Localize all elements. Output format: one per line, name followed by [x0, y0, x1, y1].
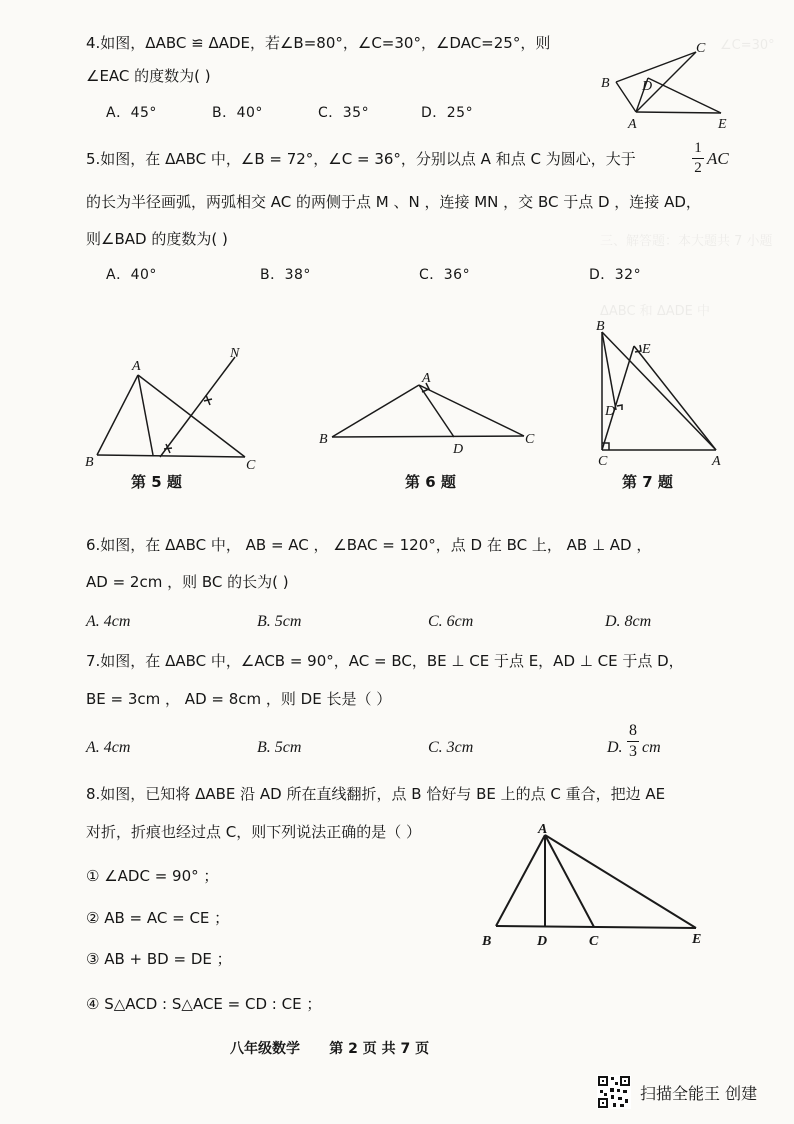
q6-option-a: A. 4cm [86, 613, 131, 630]
figure-5-caption: 第 5 题 [131, 473, 182, 491]
q8-stem-line2: 对折，折痕也经过点 C，则下列说法正确的是（ ） [86, 823, 422, 841]
q7-option-d-fraction [627, 723, 639, 760]
q4-label-c: C [696, 41, 706, 56]
page-footer: 八年级数学 第 2 页 共 7 页 [230, 1041, 430, 1057]
fig7-label-c: C [598, 454, 608, 469]
q8-item-1: ① ∠ADC = 90° ； [86, 867, 219, 885]
fig6-label-c: C [525, 432, 535, 447]
q8-label-a: A [538, 822, 548, 837]
q8-figure [478, 815, 718, 955]
q5-fraction [692, 141, 704, 176]
figure-7 [592, 318, 732, 468]
q5-stem-ac: AC [707, 149, 729, 168]
q4-label-d: D [642, 79, 653, 94]
q7-option-d-num: 8 [629, 722, 637, 739]
fig6-label-b: B [319, 432, 328, 447]
q4-label-a: A [628, 117, 637, 132]
q4-option-d: D．25° [421, 105, 474, 121]
q5-option-d: D．32° [589, 267, 642, 283]
q5-option-b: B．38° [260, 267, 311, 283]
scanner-credit: 扫描全能王 创建 [640, 1084, 758, 1103]
figure-6-caption: 第 6 题 [405, 473, 456, 491]
q8-label-b: B [482, 934, 492, 949]
q7-option-d-den: 3 [629, 743, 637, 760]
fig5-label-a: A [132, 359, 141, 374]
q4-stem-line1: 4.如图，ΔABC ≌ ΔADE，若∠B=80°，∠C=30°，∠DAC=25°，则 [86, 34, 551, 52]
q7-option-b: B. 5cm [257, 739, 302, 756]
figure-7-caption: 第 7 题 [622, 473, 673, 491]
q5-stem-line3: 则∠BAD 的度数为( ) [86, 230, 228, 248]
fig7-label-e: E [642, 342, 651, 357]
fig7-label-d: D [605, 404, 616, 419]
figure-6 [314, 365, 544, 455]
fig5-label-b: B [85, 455, 94, 470]
fig7-label-a: A [712, 454, 721, 469]
fig5-label-c: C [246, 458, 256, 473]
q7-stem-line2: BE = 3cm ， AD = 8cm ，则 DE 长是（ ） [86, 690, 392, 708]
q5-option-a: A．40° [106, 267, 157, 283]
qr-code-icon [597, 1075, 631, 1109]
q5-stem-line1: 5.如图，在 ΔABC 中，∠B = 72°，∠C = 36°，分别以点 A 和点 C 为圆心，大于 [86, 150, 636, 168]
q4-label-e: E [718, 117, 727, 132]
q4-label-b: B [601, 76, 610, 91]
fig6-label-a: A [422, 371, 431, 386]
q8-label-e: E [692, 932, 702, 947]
q5-stem-line2: 的长为半径画弧，两弧相交 AC 的两侧于点 M 、N ，连接 MN ，交 BC 于点 D ，连接 AD， [86, 193, 701, 211]
q5-fraction-num: 1 [694, 140, 702, 156]
q4-option-a: A．45° [106, 105, 157, 121]
q8-item-3: ③ AB + BD = DE ； [86, 950, 232, 968]
q7-option-d-prefix: D. [607, 739, 623, 756]
q8-item-4: ④ S△ACD : S△ACE = CD : CE ； [86, 995, 322, 1013]
q6-option-b: B. 5cm [257, 613, 302, 630]
fig7-label-b: B [596, 319, 605, 334]
q7-option-d-unit: cm [642, 739, 661, 756]
fig6-label-d: D [453, 442, 464, 457]
q4-option-c: C．35° [318, 105, 370, 121]
fig5-label-n: N [230, 346, 240, 361]
q8-label-d: D [537, 934, 548, 949]
q8-label-c: C [589, 934, 599, 949]
q6-stem-line1: 6.如图，在 ΔABC 中， AB = AC ， ∠BAC = 120°，点 D 在 BC 上， AB ⊥ AD ， [86, 536, 652, 554]
q4-figure [596, 42, 736, 132]
q4-stem-line2: ∠EAC 的度数为( ) [86, 67, 211, 85]
q8-item-2: ② AB = AC = CE ； [86, 909, 230, 927]
q6-option-c: C. 6cm [428, 613, 474, 630]
q6-option-d: D. 8cm [605, 613, 652, 630]
q7-option-c: C. 3cm [428, 739, 474, 756]
figure-5 [80, 345, 270, 475]
q5-option-c: C．36° [419, 267, 471, 283]
q4-option-b: B．40° [212, 105, 263, 121]
q6-stem-line2: AD = 2cm ，则 BC 的长为( ) [86, 573, 289, 591]
q7-option-a: A. 4cm [86, 739, 131, 756]
q8-stem-line1: 8.如图，已知将 ΔABE 沿 AD 所在直线翻折，点 B 恰好与 BE 上的点 C 重合，把边 AE [86, 785, 666, 803]
q5-fraction-den: 2 [694, 160, 702, 176]
q7-stem-line1: 7.如图，在 ΔABC 中，∠ACB = 90°，AC = BC，BE ⊥ CE 于点 E，AD ⊥ CE 于点 D， [86, 652, 684, 670]
